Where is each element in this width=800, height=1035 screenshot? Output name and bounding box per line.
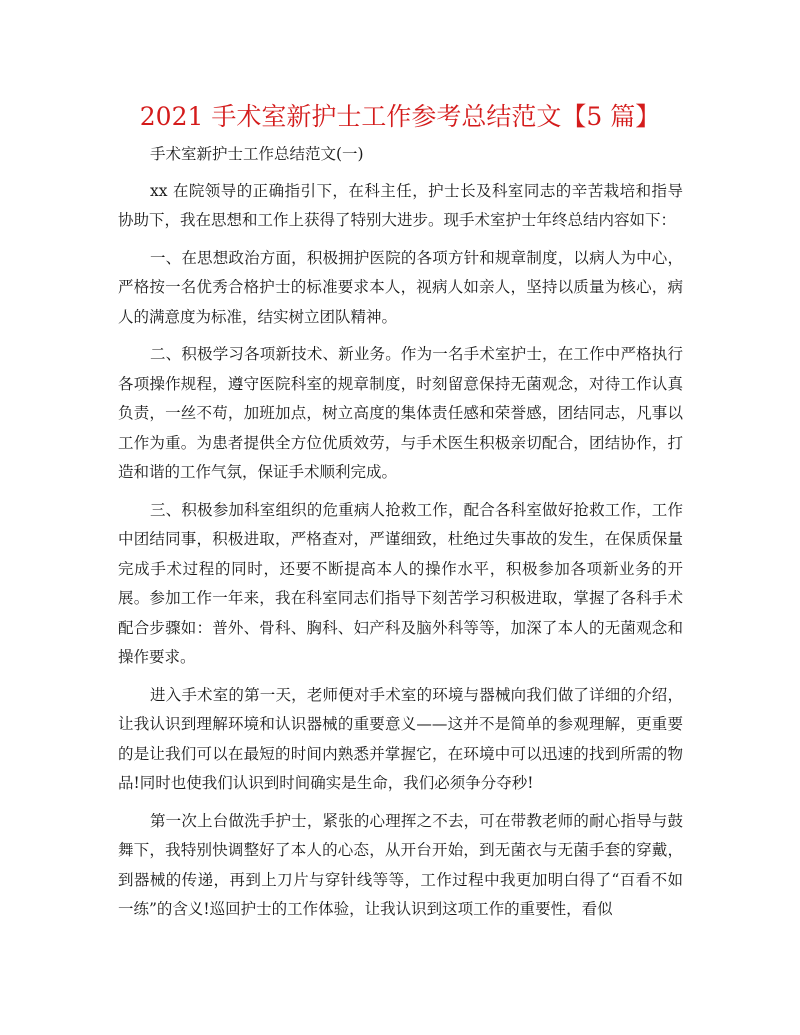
paragraph-4: 三、积极参加科室组织的危重病人抢救工作，配合各科室做好抢救工作，工作中团结同事，积极进取，严格查对，严谨细致，杜绝过失事故的发生，在保质保量完成手术过程的同时，还要不断提高本人的操作水平，积极参加各项新业务的开展。参加工作一年来，我在科室同志们指导下刻苦学习积极进取，掌握了各科手术配合步骤如：普外、骨科、胸科、妇产科及脑外科等等，加深了本人的无菌观念和操作要求。 (118, 500, 683, 666)
paragraph-1: xx 在院领导的正确指引下，在科主任，护士长及科室同志的辛苦栽培和指导协助下，我在思想和工作上获得了特别大进步。现手术室护士年终总结内容如下： (118, 181, 683, 229)
paragraph-6: 第一次上台做洗手护士，紧张的心理挥之不去，可在带教老师的耐心指导与鼓舞下，我特别快调整好了本人的心态，从开台开始，到无菌衣与无菌手套的穿戴，到器械的传递，再到上刀片与穿针线等等，工作过程中我更加明白得了“百看不如一练”的含义!巡回护士的工作体验，让我认识到这项工作的重要性，看似 (118, 811, 683, 918)
document-title: 2021 手术室新护士工作参考总结范文【5 篇】 (139, 102, 661, 131)
document-body (118, 140, 683, 933)
section-subtitle: 手术室新护士工作总结范文(一) (150, 145, 364, 163)
paragraph-5: 进入手术室的第一天，老师便对手术室的环境与器械向我们做了详细的介绍，让我认识到理解环境和认识器械的重要意义——这并不是简单的参观理解，更重要的是让我们可以在最短的时间内熟悉并掌握它，在环境中可以迅速的找到所需的物品!同时也使我们认识到时间确实是生命，我们必须争分夺秒! (118, 685, 683, 792)
paragraph-3: 二、积极学习各项新技术、新业务。作为一名手术室护士，在工作中严格执行各项操作规程，遵守医院科室的规章制度，时刻留意保持无菌观念，对待工作认真负责，一丝不苟，加班加点，树立高度的集体责任感和荣誉感，团结同志，凡事以工作为重。为患者提供全方位优质效劳，与手术医生积极亲切配合，团结协作，打造和谐的工作气氛，保证手术顺利完成。 (118, 345, 683, 481)
paragraph-2: 一、在思想政治方面，积极拥护医院的各项方针和规章制度，以病人为中心，严格按一名优秀合格护士的标准要求本人，视病人如亲人，坚持以质量为核心，病人的满意度为标准，结实树立团队精神。 (118, 248, 683, 326)
